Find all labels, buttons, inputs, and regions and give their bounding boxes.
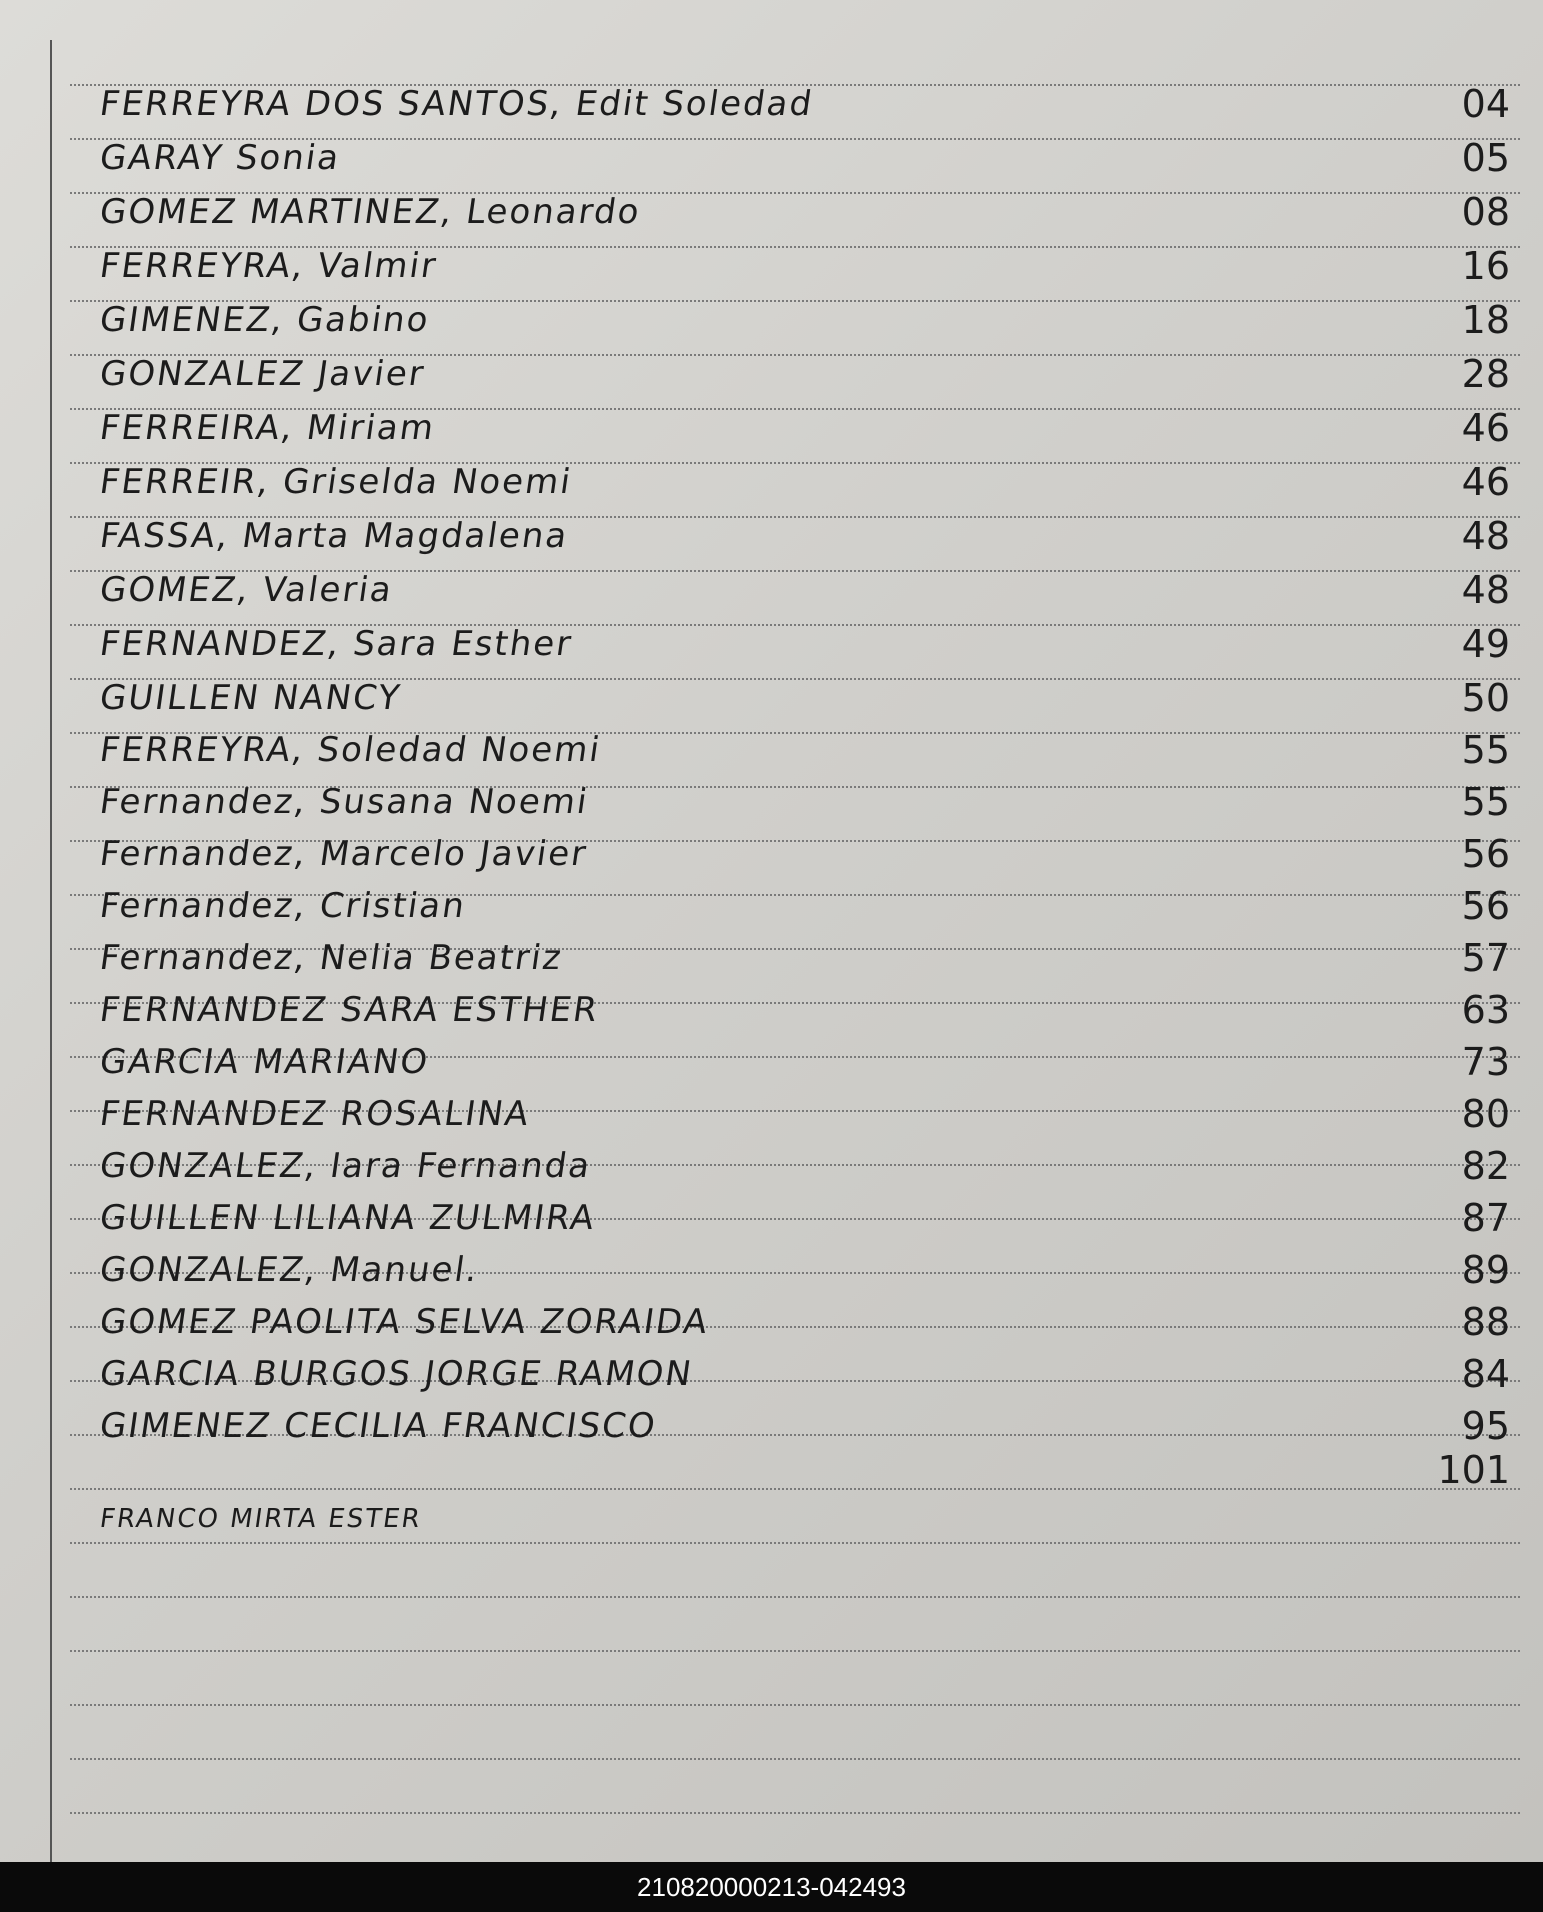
entry-name: FERNANDEZ, Sara Esther (97, 624, 576, 664)
entry-number: 46 (1461, 406, 1510, 450)
entry-name: Fernandez, Marcelo Javier (97, 834, 591, 874)
list-item (80, 1298, 1520, 1346)
entry-number: 80 (1461, 1092, 1510, 1136)
list-item (80, 188, 1520, 236)
list-item (80, 726, 1520, 774)
entry-number: 56 (1461, 832, 1510, 876)
entry-number: 04 (1461, 82, 1510, 126)
list-item (80, 1446, 1520, 1494)
list-item (80, 934, 1520, 982)
list-item (80, 1246, 1520, 1294)
entry-number: 101 (1437, 1448, 1510, 1492)
entry-name: FRANCO MIRTA ESTER (97, 1504, 424, 1534)
entry-name: GARCIA BURGOS JORGE RAMON (97, 1354, 696, 1394)
list-item (80, 1194, 1520, 1242)
list-item (80, 830, 1520, 878)
entry-name: GIMENEZ, Gabino (97, 300, 433, 340)
entry-name: FERREIR, Griselda Noemi (97, 462, 575, 502)
entry-name: GUILLEN NANCY (97, 678, 404, 718)
entry-number: 50 (1461, 676, 1510, 720)
entry-number: 48 (1461, 514, 1510, 558)
list-item (80, 1038, 1520, 1086)
list-item (80, 134, 1520, 182)
list-item (80, 986, 1520, 1034)
entry-name: FERNANDEZ SARA ESTHER (97, 990, 602, 1030)
entry-name: FERREYRA, Valmir (97, 246, 440, 286)
list-item (80, 620, 1520, 668)
list-item (80, 778, 1520, 826)
entry-number: 55 (1461, 728, 1510, 772)
entry-number: 87 (1461, 1196, 1510, 1240)
entry-name: FERNANDEZ ROSALINA (97, 1094, 533, 1134)
entry-number: 46 (1461, 460, 1510, 504)
entry-number: 18 (1461, 298, 1510, 342)
entry-name: GIMENEZ CECILIA FRANCISCO (97, 1406, 660, 1446)
entry-number: 55 (1461, 780, 1510, 824)
ruled-line (70, 1596, 1520, 1598)
entry-name: GARCIA MARIANO (97, 1042, 432, 1082)
entry-number: 57 (1461, 936, 1510, 980)
entry-number: 49 (1461, 622, 1510, 666)
entry-name: GOMEZ MARTINEZ, Leonardo (97, 192, 644, 232)
entry-number: 48 (1461, 568, 1510, 612)
entry-number: 28 (1461, 352, 1510, 396)
entry-name: GOMEZ, Valeria (97, 570, 396, 610)
list-item (80, 1402, 1520, 1450)
list-item (80, 350, 1520, 398)
list-item (80, 242, 1520, 290)
entry-name: GUILLEN LILIANA ZULMIRA (97, 1198, 599, 1238)
entry-name: Fernandez, Susana Noemi (97, 782, 592, 822)
list-item (80, 1350, 1520, 1398)
list-item (80, 296, 1520, 344)
entry-number: 16 (1461, 244, 1510, 288)
entry-number: 88 (1461, 1300, 1510, 1344)
entry-number: 73 (1461, 1040, 1510, 1084)
ruled-line (70, 1542, 1520, 1544)
list-item (80, 882, 1520, 930)
entry-number: 89 (1461, 1248, 1510, 1292)
entry-number: 95 (1461, 1404, 1510, 1448)
list-item (80, 1142, 1520, 1190)
list-item (80, 566, 1520, 614)
entry-name: GOMEZ PAOLITA SELVA ZORAIDA (97, 1302, 712, 1342)
entry-number: 05 (1461, 136, 1510, 180)
ruled-line (70, 1758, 1520, 1760)
ruled-line (70, 1704, 1520, 1706)
entry-name: GONZALEZ, Manuel. (97, 1250, 482, 1290)
document-id-bar (0, 1862, 1543, 1912)
entry-number: 82 (1461, 1144, 1510, 1188)
entry-name: GONZALEZ, Iara Fernanda (97, 1146, 595, 1186)
entry-number: 08 (1461, 190, 1510, 234)
entry-name: Fernandez, Cristian (97, 886, 469, 926)
entry-number: 63 (1461, 988, 1510, 1032)
entry-name: FASSA, Marta Magdalena (97, 516, 572, 556)
margin-line (50, 40, 52, 1862)
entry-name: FERREIRA, Miriam (97, 408, 438, 448)
ruled-line (70, 1650, 1520, 1652)
entry-name: GARAY Sonia (97, 138, 344, 178)
entry-number: 56 (1461, 884, 1510, 928)
entry-name: FERREYRA, Soledad Noemi (97, 730, 604, 770)
list-item (80, 1090, 1520, 1138)
list-item (80, 512, 1520, 560)
entry-name: FERREYRA DOS SANTOS, Edit Soledad (97, 84, 817, 124)
list-item (80, 458, 1520, 506)
document-id: 210820000213-042493 (637, 1872, 906, 1902)
list-item (80, 1490, 1520, 1538)
list-item (80, 80, 1520, 128)
entry-name: GONZALEZ Javier (97, 354, 428, 394)
list-item (80, 404, 1520, 452)
list-item (80, 674, 1520, 722)
entry-number: 84 (1461, 1352, 1510, 1396)
entry-name: Fernandez, Nelia Beatriz (97, 938, 566, 978)
ruled-line (70, 1812, 1520, 1814)
